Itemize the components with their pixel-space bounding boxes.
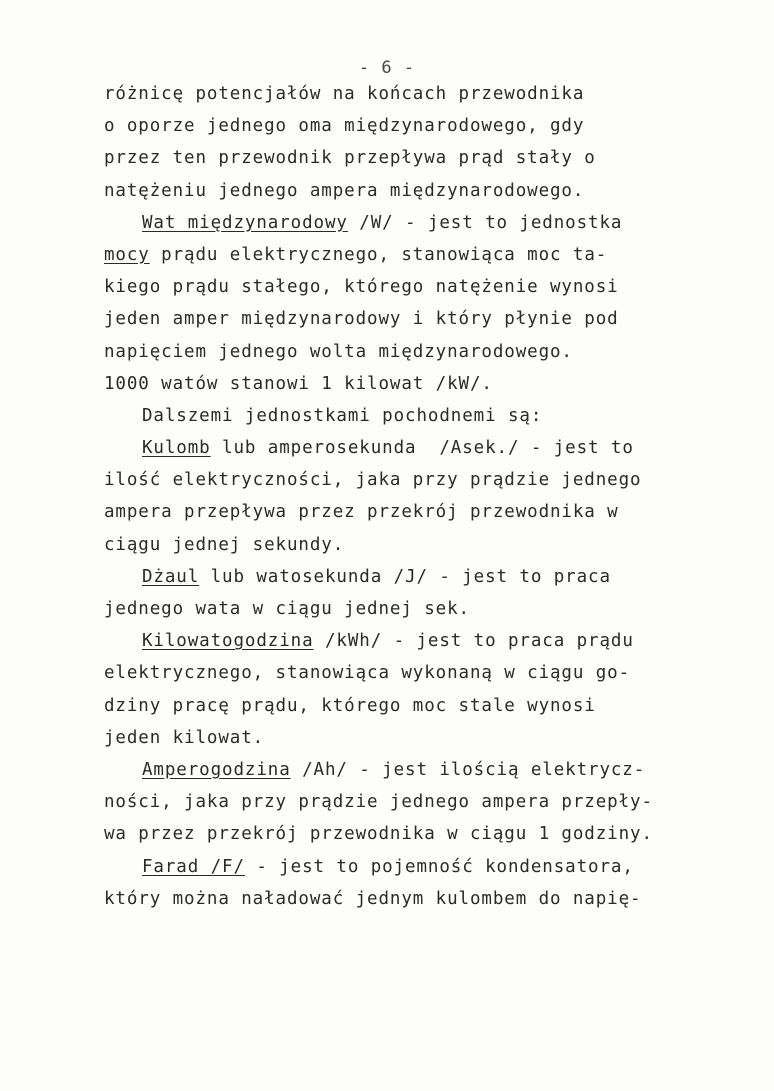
body-text	[104, 78, 704, 915]
term-dzaul: Dżaul	[142, 566, 200, 587]
text-line: który można naładować jednym kulombem do napię-	[104, 888, 642, 909]
paragraph-kulomb: Kulomb lub amperosekunda /Asek./ - jest to	[142, 438, 634, 459]
text-line: jeden kilowat.	[104, 727, 265, 748]
text-line: różnicę potencjałów na końcach przewodnika	[104, 84, 585, 104]
paragraph-dalszemi: Dalszemi jednostkami pochodnemi są:	[142, 405, 543, 426]
text-line: jeden amper międzynarodowy i który płynie pod	[104, 309, 619, 330]
text-line: elektrycznego, stanowiąca wykonaną w ciągu go-	[104, 663, 631, 684]
text-line: dziny pracę prądu, którego moc stale wynosi	[104, 695, 596, 716]
paragraph-kilowatogodzina: Kilowatogodzina /kWh/ - jest to praca prądu	[142, 631, 634, 652]
term-amperogodzina: Amperogodzina	[142, 759, 291, 780]
page-number: - 6 -	[358, 58, 416, 78]
text-line: mocy prądu elektrycznego, stanowiąca moc ta-	[104, 244, 608, 265]
text-line: natężeniu jednego ampera międzynarodowego.	[104, 180, 585, 201]
text-line: o oporze jednego oma międzynarodowego, gdy	[104, 116, 585, 137]
text-line: ampera przepływa przez przekrój przewodnika w	[104, 502, 619, 523]
text-line: ilość elektryczności, jaka przy prądzie jednego	[104, 470, 642, 491]
paragraph-amperogodzina: Amperogodzina /Ah/ - jest ilością elektrycz-	[142, 759, 646, 780]
text-line: przez ten przewodnik przepływa prąd stały o	[104, 148, 596, 169]
paragraph-farad: Farad /F/ - jest to pojemność kondensatora,	[142, 856, 634, 877]
text-line: kiego prądu stałego, którego natężenie wynosi	[104, 277, 619, 298]
text-line: wa przez przekrój przewodnika w ciągu 1 godziny.	[104, 824, 653, 845]
term-farad: Farad /F/	[142, 856, 245, 877]
term-mocy: mocy	[104, 244, 150, 265]
text-line: 1000 watów stanowi 1 kilowat /kW/.	[104, 373, 493, 394]
text-line: ciągu jednej sekundy.	[104, 534, 345, 555]
text-line: jednego wata w ciągu jednej sek.	[104, 599, 470, 619]
term-kulomb: Kulomb	[142, 438, 211, 459]
text-line: napięciem jednego wolta międzynarodowego.	[104, 341, 573, 362]
paragraph-wat: Wat międzynarodowy /W/ - jest to jednostka	[142, 212, 623, 233]
term-kilowatogodzina: Kilowatogodzina	[142, 631, 314, 652]
text-line: ności, jaka przy prądzie jednego ampera przepły-	[104, 792, 653, 813]
paragraph-dzaul: Dżaul lub watosekunda /J/ - jest to praca	[142, 566, 611, 587]
term-wat: Wat międzynarodowy	[142, 212, 348, 233]
